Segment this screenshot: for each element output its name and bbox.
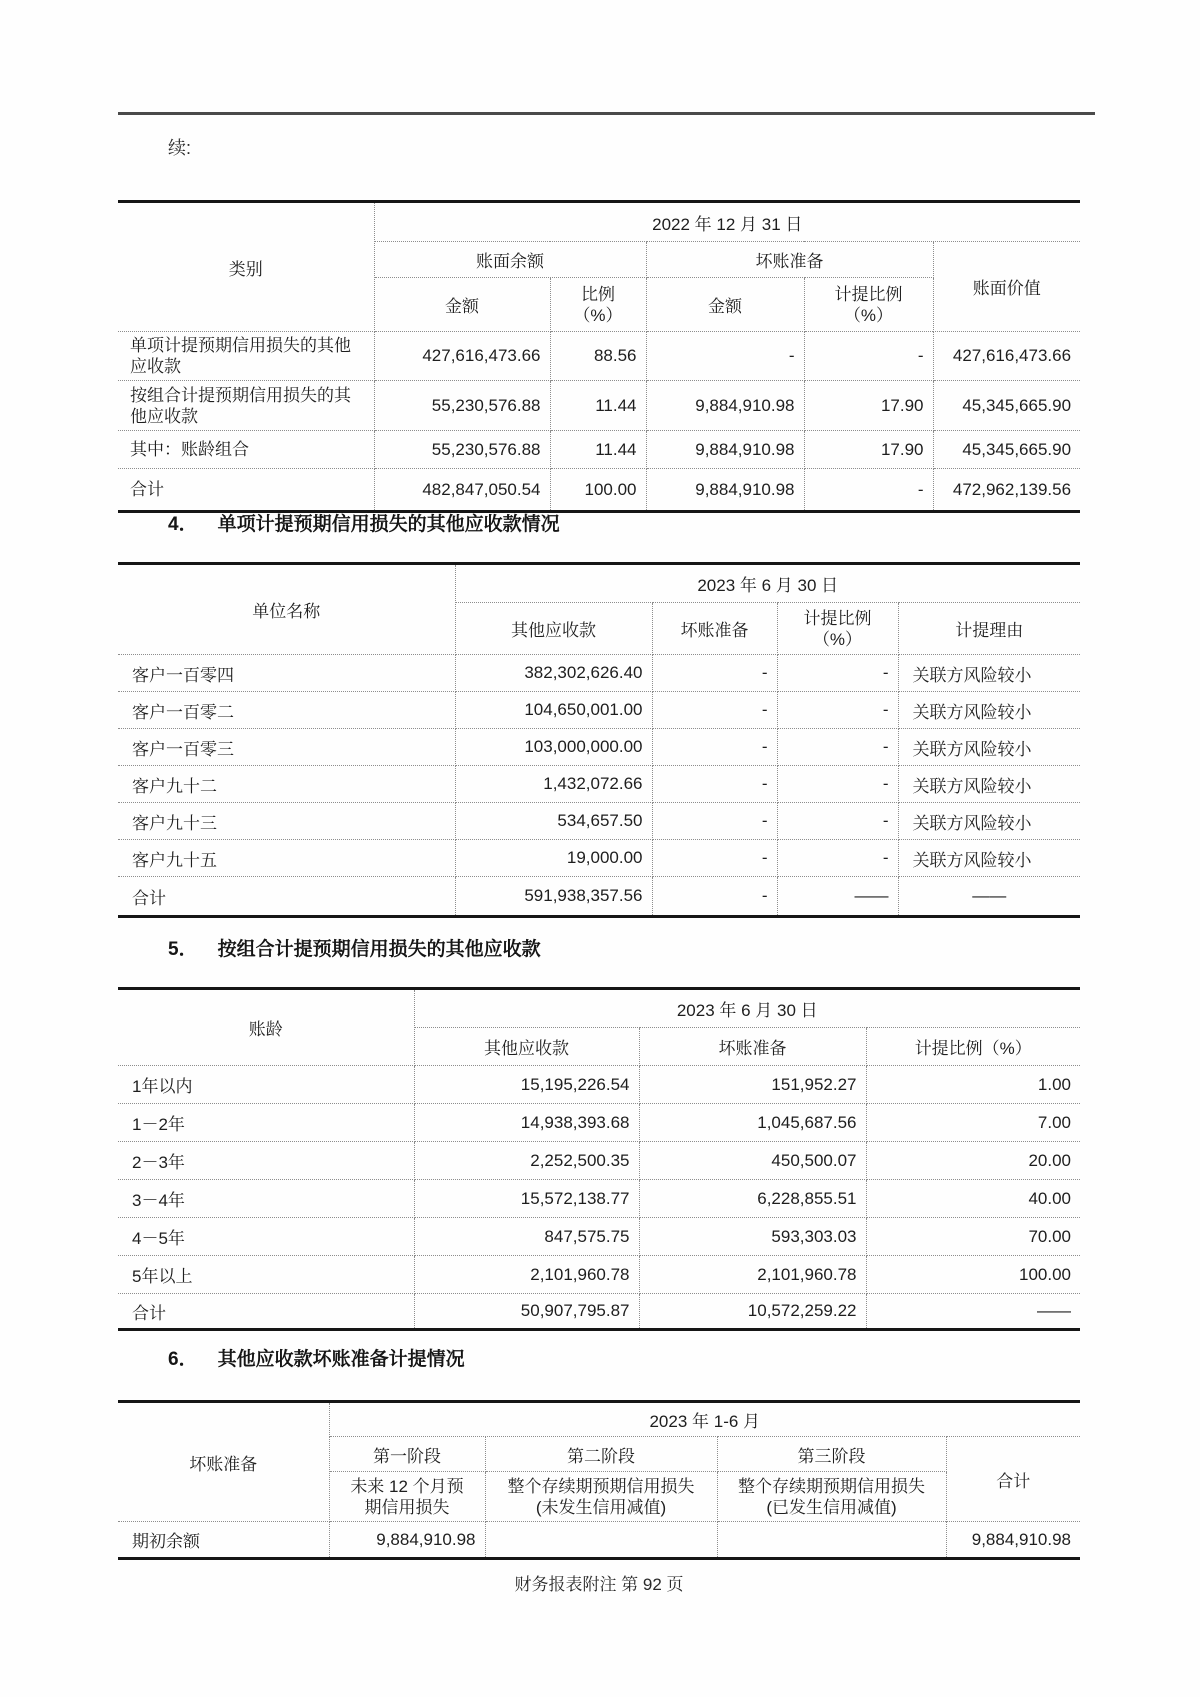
table-cell: 40.00 <box>866 1180 1080 1218</box>
table-cell: - <box>777 766 898 803</box>
table-cell: - <box>777 803 898 840</box>
section-title: 其他应收款坏账准备计提情况 <box>217 1349 465 1370</box>
table-row <box>118 381 1080 431</box>
table-cell: 客户九十三 <box>118 803 455 840</box>
table-cell: 客户一百零三 <box>118 729 455 766</box>
header-provision-ratio: 计提比例 （%） <box>804 278 933 332</box>
table-cell: 427,616,473.66 <box>374 332 550 381</box>
table-cell: 19,000.00 <box>455 840 652 877</box>
table-cell: 合计 <box>118 877 455 917</box>
header-date: 2023 年 6 月 30 日 <box>455 564 1080 603</box>
header-amount: 金额 <box>646 278 804 332</box>
table-cell: - <box>652 840 777 877</box>
header-stage2: 第二阶段 <box>485 1437 717 1472</box>
section-title: 按组合计提预期信用损失的其他应收款 <box>217 939 541 960</box>
table-cell: 482,847,050.54 <box>374 469 550 512</box>
table-cell: 关联方风险较小 <box>898 655 1080 692</box>
table-cell: 15,195,226.54 <box>414 1066 639 1104</box>
table-row <box>118 729 1080 766</box>
table-portfolio-ecl-aging <box>118 987 1080 1331</box>
table-cell: 50,907,795.87 <box>414 1294 639 1330</box>
table-header-row <box>118 564 1080 603</box>
header-aging: 账龄 <box>118 989 414 1066</box>
table-cell: - <box>652 692 777 729</box>
page-top-rule <box>118 112 1095 115</box>
table-cell: 450,500.07 <box>639 1142 866 1180</box>
table-cell: —— <box>898 877 1080 917</box>
table-cell: 关联方风险较小 <box>898 840 1080 877</box>
table-cell <box>485 1522 717 1559</box>
table-cell: 客户九十五 <box>118 840 455 877</box>
table-row <box>118 655 1080 692</box>
table-cell: 151,952.27 <box>639 1066 866 1104</box>
table-cell: 17.90 <box>804 381 933 431</box>
table-cell: 45,345,665.90 <box>933 431 1080 469</box>
header-bad-debt: 坏账准备 <box>652 603 777 655</box>
section-number: 5． <box>168 939 198 960</box>
header-stage1: 第一阶段 <box>329 1437 485 1472</box>
table-cell: - <box>652 803 777 840</box>
table-cell: 2,252,500.35 <box>414 1142 639 1180</box>
table-cell: 427,616,473.66 <box>933 332 1080 381</box>
table-cell: 客户一百零二 <box>118 692 455 729</box>
table-cell: 关联方风险较小 <box>898 692 1080 729</box>
table-individual-ecl <box>118 562 1080 918</box>
table-row <box>118 431 1080 469</box>
table-cell: 1年以内 <box>118 1066 414 1104</box>
table-cell: 按组合计提预期信用损失的其他应收款 <box>118 381 374 431</box>
section-number: 6． <box>168 1349 198 1370</box>
table-cell: 客户一百零四 <box>118 655 455 692</box>
table-cell: 10,572,259.22 <box>639 1294 866 1330</box>
table-cell: 70.00 <box>866 1218 1080 1256</box>
table-row <box>118 1294 1080 1330</box>
table-cell: - <box>652 729 777 766</box>
table-cell: 100.00 <box>550 469 646 512</box>
table-cell: - <box>777 655 898 692</box>
table-cell: - <box>777 729 898 766</box>
header-bad-debt: 坏账准备 <box>646 242 933 278</box>
header-date: 2023 年 1-6 月 <box>329 1402 1080 1437</box>
table-row <box>118 469 1080 512</box>
table-cell: 3－4年 <box>118 1180 414 1218</box>
table-cell: 847,575.75 <box>414 1218 639 1256</box>
table-cell: 2,101,960.78 <box>639 1256 866 1294</box>
header-other-receivables: 其他应收款 <box>414 1028 639 1066</box>
table-cell: 55,230,576.88 <box>374 431 550 469</box>
table-cell: - <box>652 766 777 803</box>
header-stage1-desc: 未来 12 个月预 期信用损失 <box>329 1472 485 1522</box>
table-cell: 1－2年 <box>118 1104 414 1142</box>
table-row <box>118 1218 1080 1256</box>
table-cell: 9,884,910.98 <box>329 1522 485 1559</box>
header-unit-name: 单位名称 <box>118 564 455 655</box>
header-provision-ratio: 计提比例（%） <box>866 1028 1080 1066</box>
table-cell: 15,572,138.77 <box>414 1180 639 1218</box>
table-cell: 5年以上 <box>118 1256 414 1294</box>
header-amount: 金额 <box>374 278 550 332</box>
table-header-row <box>118 202 1080 242</box>
header-provision-ratio: 计提比例 （%） <box>777 603 898 655</box>
table-cell: 1.00 <box>866 1066 1080 1104</box>
table-cell: 4－5年 <box>118 1218 414 1256</box>
header-book-value: 账面价值 <box>933 242 1080 332</box>
table-cell: - <box>646 332 804 381</box>
table-row <box>118 1066 1080 1104</box>
table-cell: 9,884,910.98 <box>646 469 804 512</box>
header-book-balance: 账面余额 <box>374 242 646 278</box>
table-cell: 382,302,626.40 <box>455 655 652 692</box>
table-cell: —— <box>866 1294 1080 1330</box>
table-cell: 534,657.50 <box>455 803 652 840</box>
table-cell: - <box>652 655 777 692</box>
table-row <box>118 1104 1080 1142</box>
table-bad-debt-provision-stages <box>118 1400 1080 1560</box>
table-row <box>118 1522 1080 1559</box>
table-cell: 17.90 <box>804 431 933 469</box>
table-cell: 2－3年 <box>118 1142 414 1180</box>
table-cell: 期初余额 <box>118 1522 329 1559</box>
page-footer: 财务报表附注 第 92 页 <box>514 1575 684 1594</box>
header-category: 类别 <box>118 202 374 332</box>
table-continued-category-breakdown <box>118 200 1080 513</box>
table-cell: - <box>777 840 898 877</box>
table-row <box>118 1180 1080 1218</box>
table-cell: 45,345,665.90 <box>933 381 1080 431</box>
table-cell: 关联方风险较小 <box>898 729 1080 766</box>
table-cell: 9,884,910.98 <box>646 381 804 431</box>
header-other-receivables: 其他应收款 <box>455 603 652 655</box>
header-stage2-desc: 整个存续期预期信用损失 (未发生信用减值) <box>485 1472 717 1522</box>
header-ratio: 比例 （%） <box>550 278 646 332</box>
table-cell: - <box>804 469 933 512</box>
table-cell: 6,228,855.51 <box>639 1180 866 1218</box>
header-date: 2022 年 12 月 31 日 <box>374 202 1080 242</box>
section-heading-4 <box>168 509 560 536</box>
header-total: 合计 <box>946 1437 1080 1522</box>
table-row <box>118 692 1080 729</box>
table-header-row <box>118 989 1080 1028</box>
table-cell: 2,101,960.78 <box>414 1256 639 1294</box>
table-cell: 55,230,576.88 <box>374 381 550 431</box>
table-cell: 9,884,910.98 <box>946 1522 1080 1559</box>
section-heading-5 <box>168 934 541 961</box>
table-cell: 104,650,001.00 <box>455 692 652 729</box>
table-cell: 11.44 <box>550 381 646 431</box>
header-bad-debt: 坏账准备 <box>118 1402 329 1522</box>
header-provision-reason: 计提理由 <box>898 603 1080 655</box>
table-cell: 14,938,393.68 <box>414 1104 639 1142</box>
table-cell: 9,884,910.98 <box>646 431 804 469</box>
table-cell: 1,045,687.56 <box>639 1104 866 1142</box>
header-stage3-desc: 整个存续期预期信用损失 (已发生信用减值) <box>717 1472 946 1522</box>
table-header-row <box>118 1402 1080 1437</box>
table-cell: —— <box>777 877 898 917</box>
section-number: 4． <box>168 514 198 535</box>
table-row <box>118 766 1080 803</box>
table-cell: - <box>777 692 898 729</box>
table-cell: - <box>804 332 933 381</box>
table-cell: 客户九十二 <box>118 766 455 803</box>
table-cell: 其中：账龄组合 <box>118 431 374 469</box>
table-row <box>118 1256 1080 1294</box>
table-row <box>118 332 1080 381</box>
table-cell: 100.00 <box>866 1256 1080 1294</box>
table-cell <box>717 1522 946 1559</box>
table-row <box>118 1142 1080 1180</box>
table-row <box>118 803 1080 840</box>
section-heading-6 <box>168 1344 465 1371</box>
table-cell: 合计 <box>118 469 374 512</box>
table-cell: 20.00 <box>866 1142 1080 1180</box>
table-cell: 472,962,139.56 <box>933 469 1080 512</box>
table-cell: 7.00 <box>866 1104 1080 1142</box>
table-cell: 合计 <box>118 1294 414 1330</box>
table-cell: 88.56 <box>550 332 646 381</box>
table-row <box>118 877 1080 917</box>
header-bad-debt: 坏账准备 <box>639 1028 866 1066</box>
table-cell: 单项计提预期信用损失的其他应收款 <box>118 332 374 381</box>
table-cell: 关联方风险较小 <box>898 803 1080 840</box>
table-cell: - <box>652 877 777 917</box>
header-stage3: 第三阶段 <box>717 1437 946 1472</box>
header-date: 2023 年 6 月 30 日 <box>414 989 1080 1028</box>
table-cell: 593,303.03 <box>639 1218 866 1256</box>
continuation-label: 续: <box>168 138 192 158</box>
table-cell: 1,432,072.66 <box>455 766 652 803</box>
table-row <box>118 840 1080 877</box>
section-title: 单项计提预期信用损失的其他应收款情况 <box>217 514 560 535</box>
table-cell: 关联方风险较小 <box>898 766 1080 803</box>
table-cell: 11.44 <box>550 431 646 469</box>
table-cell: 591,938,357.56 <box>455 877 652 917</box>
table-cell: 103,000,000.00 <box>455 729 652 766</box>
